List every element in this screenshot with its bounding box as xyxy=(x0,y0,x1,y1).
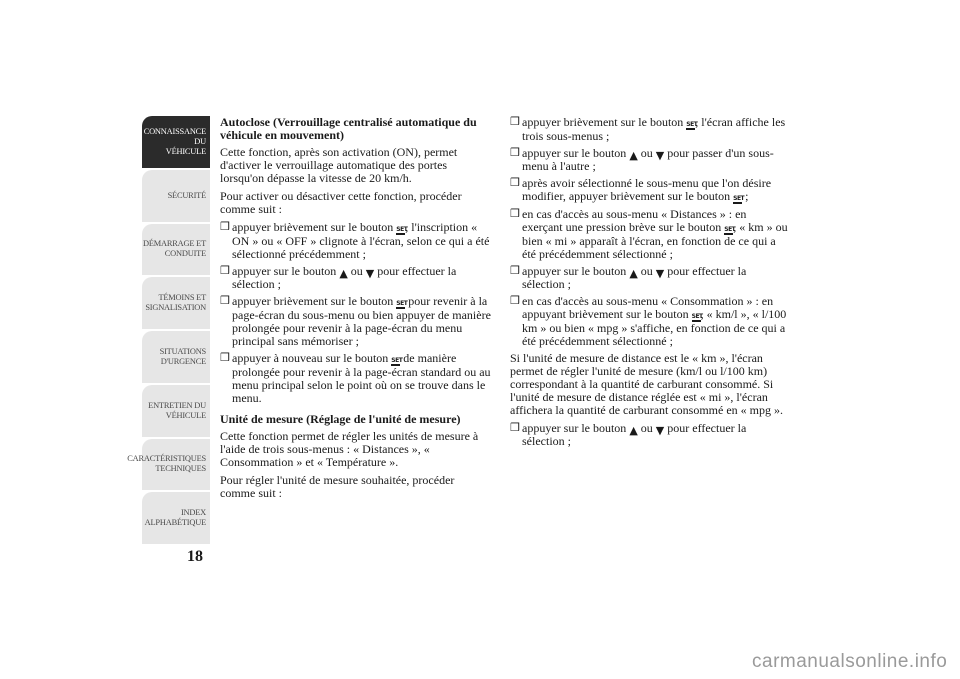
unite-de-mesure-heading: Unité de mesure (Réglage de l'unité de mesure) xyxy=(220,412,461,426)
set-button-icon: SET xyxy=(724,226,736,233)
up-button-icon: ▲ xyxy=(629,267,638,280)
up-button-icon: ▲ xyxy=(339,267,348,280)
tab-securite[interactable]: SÉCURITÉ xyxy=(142,170,210,224)
list-item: ❒ appuyer à nouveau sur le bouton SET de manière prolongée pour revenir à la page-écran standard ou au menu principal selon le point où on se trouve dans le menu. xyxy=(220,351,491,405)
unite-de-mesure-description: Cette fonction permet de régler les unités de mesure à l'aide de trois sous-menus : « Distances », « Consommation » et « Température ». xyxy=(220,429,479,469)
unite-de-mesure-steps-continued xyxy=(510,422,790,448)
up-button-icon: ▲ xyxy=(629,149,638,162)
tab-entretien-du-vehicule[interactable]: ENTRETIEN DU VÉHICULE xyxy=(142,385,210,439)
list-item: ❒ appuyer brièvement sur le bouton SET pour revenir à la page-écran du sous-menu ou bien appuyer de manière prolongée pour revenir à la page-écran du menu principal sans mémoriser ; xyxy=(220,294,491,348)
down-button-icon: ▼ xyxy=(365,267,375,280)
checkbox-bullet-icon: ❒ xyxy=(510,265,520,277)
set-button-icon: SET xyxy=(396,226,408,233)
down-button-icon: ▼ xyxy=(655,149,665,162)
set-button-icon: SET xyxy=(391,357,403,364)
down-button-icon: ▼ xyxy=(655,424,665,437)
checkbox-bullet-icon: ❒ xyxy=(510,208,520,220)
right-column xyxy=(510,116,790,452)
set-button-icon: SET xyxy=(733,195,745,202)
watermark: carmanualsonline.info xyxy=(752,651,948,672)
chapter-sidebar xyxy=(127,116,210,546)
tab-temoins-et-signalisation[interactable]: TÉMOINS ET SIGNALISATION xyxy=(142,277,210,331)
checkbox-bullet-icon: ❒ xyxy=(220,221,230,233)
tab-index-alphabetique[interactable]: INDEX ALPHABÉTIQUE xyxy=(142,492,210,546)
list-item: ❒ en cas d'accès au sous-menu « Distances » : en exerçant une pression brève sur le bouton SET, « km » ou bien « mi » apparaît à l'écran, en fonction de ce qui a été précédemment sélectionné ; xyxy=(510,207,788,261)
checkbox-bullet-icon: ❒ xyxy=(220,265,230,277)
checkbox-bullet-icon: ❒ xyxy=(510,422,520,434)
down-button-icon: ▼ xyxy=(655,267,665,280)
checkbox-bullet-icon: ❒ xyxy=(220,352,230,364)
list-item: ❒ appuyer sur le bouton ▲ ou ▼ pour effectuer la sélection ; xyxy=(510,421,747,448)
list-item: ❒ appuyer sur le bouton ▲ ou ▼ pour effectuer la sélection ; xyxy=(510,264,747,291)
list-item: ❒ appuyer brièvement sur le bouton SET, l'inscription « ON » ou « OFF » clignote à l'écran, selon ce qui a été sélectionné précédemment ; xyxy=(220,220,490,261)
set-button-icon: SET xyxy=(686,121,698,128)
list-item: ❒ appuyer sur le bouton ▲ ou ▼ pour effectuer la sélection ; xyxy=(220,264,457,291)
checkbox-bullet-icon: ❒ xyxy=(510,295,520,307)
checkbox-bullet-icon: ❒ xyxy=(510,147,520,159)
list-item: ❒ appuyer brièvement sur le bouton SET, l'écran affiche les trois sous-menus ; xyxy=(510,115,786,143)
page-number: 18 xyxy=(187,548,203,565)
autoclose-procedure-intro: Pour activer ou désactiver cette fonction, procéder comme suit : xyxy=(220,189,462,216)
up-button-icon: ▲ xyxy=(629,424,638,437)
autoclose-heading: Autoclose (Verrouillage centralisé automatique du véhicule en mouvement) xyxy=(220,115,477,142)
unit-explanation: Si l'unité de mesure de distance est le « km », l'écran permet de régler l'unité de mesure (km/l ou l/100 km) correspondant à la quantité de carburant consommé. Si l'unité de mesure de distance réglée est « mi », l'écran affichera la quantité de carburant consommé en « mpg ». xyxy=(510,351,784,417)
list-item: ❒ en cas d'accès au sous-menu « Consommation » : en appuyant brièvement sur le bouton SET, « km/l », « l/100 km » ou bien « mpg » s'affiche, en fonction de ce qui a été précédemment sélectionné ; xyxy=(510,294,787,348)
autoclose-description: Cette fonction, après son activation (ON), permet d'activer le verrouillage automatique des portes lorsqu'on dépasse la vitesse de 20 km/h. xyxy=(220,145,458,185)
left-column xyxy=(220,116,492,505)
unite-de-mesure-procedure-intro: Pour régler l'unité de mesure souhaitée, procéder comme suit : xyxy=(220,473,455,500)
checkbox-bullet-icon: ❒ xyxy=(510,116,520,128)
tab-caracteristiques-techniques[interactable]: CARACTÉRISTIQUES TECHNIQUES xyxy=(142,439,210,493)
list-item: ❒ après avoir sélectionné le sous-menu que l'on désire modifier, appuyer brièvement sur le bouton SET ; xyxy=(510,176,772,203)
autoclose-steps xyxy=(220,221,492,405)
checkbox-bullet-icon: ❒ xyxy=(510,177,520,189)
tab-situations-d-urgence[interactable]: SITUATIONS D'URGENCE xyxy=(142,331,210,385)
set-button-icon: SET xyxy=(691,313,703,320)
tab-demarrage-et-conduite[interactable]: DÉMARRAGE ET CONDUITE xyxy=(142,224,210,278)
checkbox-bullet-icon: ❒ xyxy=(220,295,230,307)
set-button-icon: SET xyxy=(396,300,408,307)
list-item: ❒ appuyer sur le bouton ▲ ou ▼ pour passer d'un sous-menu à l'autre ; xyxy=(510,146,774,173)
tab-connaissance-du-vehicule[interactable]: CONNAISSANCE DU VÉHICULE xyxy=(142,116,210,170)
unite-de-mesure-steps xyxy=(510,116,790,348)
